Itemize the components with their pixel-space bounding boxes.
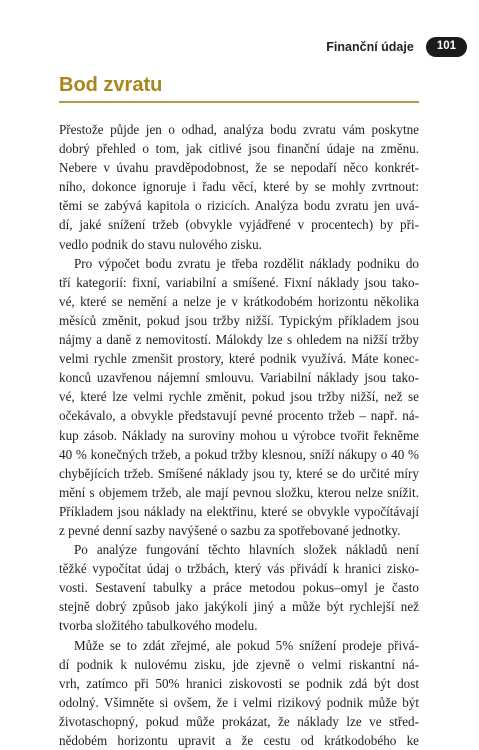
running-head [326,37,467,57]
paragraph [59,540,419,635]
paragraph-line: vosti. Sestavení tabulky a práce metodou pokus–omyl je často [59,580,419,596]
paragraph-line: měsíců změnit, pokud jsou tržby nižší. Typickým příkladem jsou [59,312,419,328]
section-heading: Bod zvratu [59,74,163,96]
paragraph-line: Nebere v úvahu pravděpodobnost, že se nepodaří něco konkrét- [59,160,419,176]
paragraph-line: dí podnik k nulovému zisku, jde zjevně o velmi riskantní ná- [59,656,419,672]
paragraph-line: Přestože půjde jen o odhad, analýza bodu zvratu vám poskytne [59,122,419,137]
paragraph-line: ního, dokonce ignoruje i řadu věcí, které by se mohly zvrtnout: [59,179,419,195]
paragraph-line: očekávalo, a obvykle představují pevné procento tržeb – např. ná- [59,408,419,424]
paragraph-line: životaschopný, pokud může prokázat, že náklady lze ve střed- [59,713,419,729]
paragraph-line: kup zásob. Náklady na suroviny mohou u výrobce tvořit řekněme [59,427,419,443]
paragraph-line: vrh, zatímco při 50% hranici ziskovosti se podnik zdá být dost [59,675,419,691]
paragraph-line: vedlo podnik do stavu nulového zisku. [59,236,262,252]
paragraph-line: Příkladem jsou náklady na elektřinu, které se obvykle vypočítávají [59,503,419,519]
paragraph-line: tří kategorií: fixní, variabilní a smíšené. Fixní náklady jsou tako- [59,274,419,290]
paragraph-line: odolný. Všimněte si ovšem, že i velmi rizikový podnik může být [59,694,419,710]
paragraph-line: Pro výpočet bodu zvratu je třeba rozdělit náklady podniku do [74,255,419,271]
paragraph-line: dí, jaké snížení tržeb (obvykle vyjádřené v procentech) by při- [59,217,419,233]
paragraph-line: chybějících tržeb. Smíšené náklady jsou ty, které se do určité míry [59,465,419,481]
heading-rule [59,101,419,103]
paragraph-line: těmi se zabývá kapitola o rizicích. Analýza bodu zvratu jen uvá- [59,198,419,214]
paragraph-line: mění s objemem tržeb, ale mají pevnou složku, kterou nelze snížit. [59,484,419,500]
paragraph-line: Může se to zdát zřejmé, ale pokud 5% snížení prodeje přivá- [74,637,419,653]
section-header [59,72,419,103]
paragraph-line: vé, které lze velmi rychle změnit, pokud jsou tržby nižší, než se [59,389,419,405]
paragraph-line: 40 % konečných tržeb, a pokud tržby klesnou, sníží nákupy o 40 % [59,446,419,462]
paragraph [59,636,419,748]
paragraph-line: Po analýze fungování těchto hlavních složek nákladů není [74,542,419,558]
body-text [59,120,419,748]
paragraph-line: vé, které se nemění a nelze je v krátkodobém horizontu několika [59,293,419,309]
paragraph-line: velmi rychle zmenšit prostory, které podnik využívá. Máte konec- [59,351,419,367]
paragraph-line: konců uzavřenou nájemní smlouvu. Variabilní náklady jsou tako- [59,370,419,386]
running-title: Finanční údaje [326,40,414,54]
paragraph-line: nědobém horizontu upravit a že cestu od krátkodobého ke [59,733,419,748]
paragraph-line: z pevné denní sazby navýšené o sazbu za spotřebované jednotky. [59,522,401,538]
paragraph-line: tvorba složitého tabulkového modelu. [59,618,258,634]
page-number-badge: 101 [426,37,467,57]
paragraph [59,120,419,254]
paragraph-line: dobrý přehled o tom, jak citlivé jsou finanční údaje na změnu. [59,141,419,157]
paragraph-line: těžké vypočítat údaj o tržbách, který vás přivádí k hranici zisko- [59,561,419,577]
paragraph-line: stejně dobrý způsob jako jakýkoli jiný a může být rychlejší než [59,599,419,615]
paragraph-line: nájmy a daně z nemovitostí. Málokdy lze s ohledem na nižší tržby [59,332,419,348]
paragraph [59,254,419,540]
